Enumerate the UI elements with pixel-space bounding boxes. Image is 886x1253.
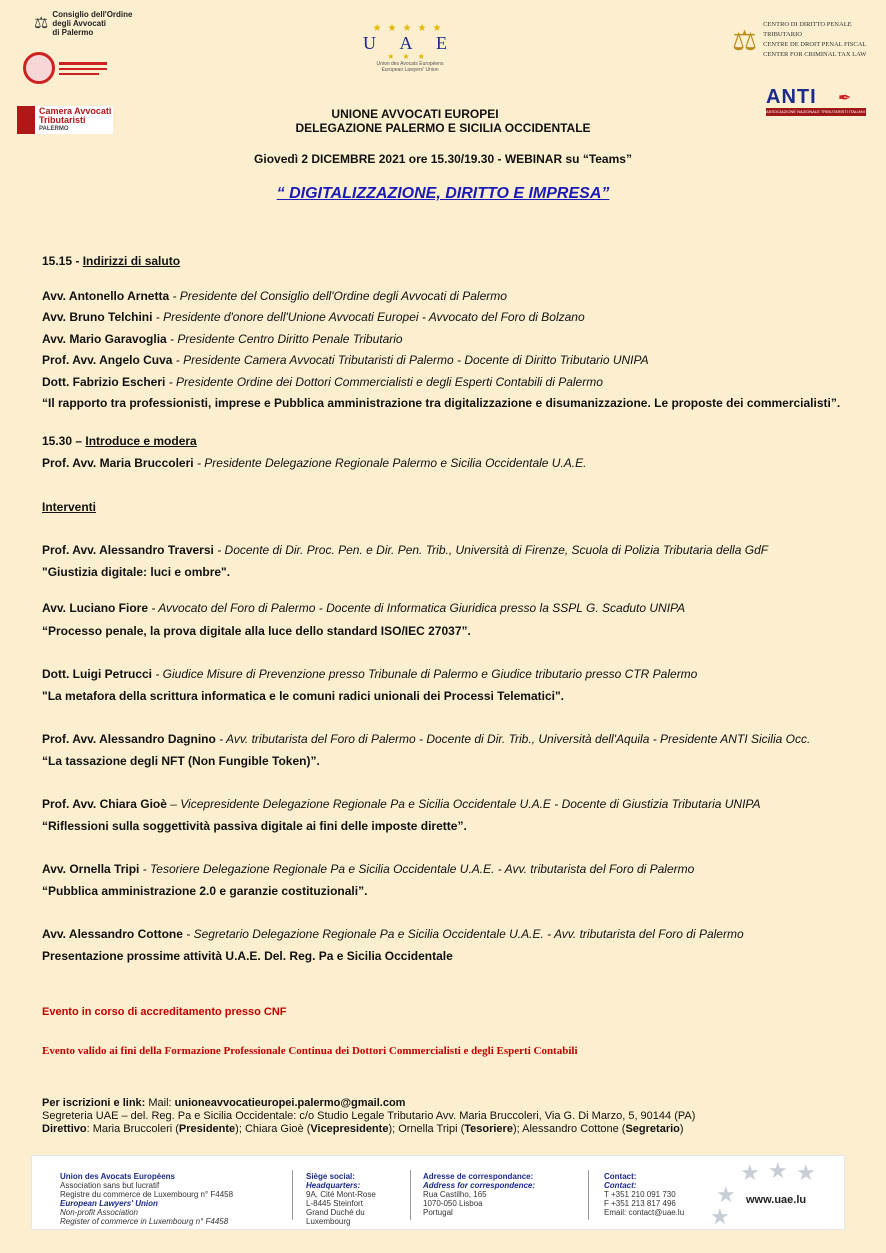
talk-title: “Processo penale, la prova digitale alla luce dello standard ISO/IEC 27037”. <box>42 624 471 638</box>
footer-divider <box>292 1170 293 1220</box>
footer-col-address <box>423 1172 535 1217</box>
member-name: ) <box>679 1123 684 1135</box>
talk-title: “La tassazione degli NFT (Non Fungible Token)”. <box>42 754 320 768</box>
footer-text: Siège social: <box>306 1172 355 1181</box>
uae-subtitle: European Lawyers' Union <box>381 67 439 73</box>
direttivo-line <box>42 1123 684 1135</box>
logo-text-line: PALERMO <box>39 126 69 132</box>
footer-text: Association sans but lucratif <box>60 1181 160 1190</box>
footer-col-seat <box>306 1172 376 1226</box>
speaker-name: Dott. Fabrizio Escheri <box>42 375 166 389</box>
footer-text: Headquarters: <box>306 1181 361 1190</box>
time-label: 15.30 – <box>42 434 86 448</box>
saluto-row <box>42 332 403 346</box>
speaker-role: - Presidente del Consiglio dell'Ordine degli Avvocati di Palermo <box>169 289 507 303</box>
speaker-role: - Docente di Dir. Proc. Pen. e Dir. Pen. Trib., Università di Firenze, Scuola di Polizia Tributaria della GdF <box>213 543 769 557</box>
speaker-row <box>42 601 685 615</box>
speaker-name: Avv. Alessandro Cottone <box>42 927 183 941</box>
moderator-row <box>42 456 586 470</box>
footer-text: L-8445 Steinfort <box>306 1199 363 1208</box>
footer-text: Luxembourg <box>306 1217 351 1226</box>
speaker-row <box>42 797 761 811</box>
logo-text-line: di Palermo <box>52 27 94 37</box>
footer-text: 9A, Cité Mont-Rose <box>306 1190 376 1199</box>
speaker-role: - Presidente Delegazione Regionale Palermo e Sicilia Occidentale U.A.E. <box>193 456 587 470</box>
footer-text: Grand Duché du <box>306 1208 365 1217</box>
speaker-name: Avv. Mario Garavoglia <box>42 332 167 346</box>
stars-icon: ★★★ <box>387 52 433 61</box>
logo-text-line: Tributaristi <box>39 115 86 125</box>
speaker-role: - Tesoriere Delegazione Regionale Pa e Sicilia Occidentale U.A.E. - Avv. tributarista del Foro di Palermo <box>139 862 695 876</box>
member-role: Tesoriere <box>464 1123 513 1135</box>
saluto-row <box>42 289 507 303</box>
footer-text: Portugal <box>423 1208 453 1217</box>
speaker-name: Avv. Bruno Telchini <box>42 310 153 324</box>
star-icon: ★ <box>716 1182 736 1207</box>
saluto-row <box>42 375 603 389</box>
speaker-row <box>42 927 744 941</box>
uae-logo <box>345 24 475 74</box>
member-role: Segretario <box>625 1123 680 1135</box>
speaker-name: Avv. Luciano Fiore <box>42 601 149 615</box>
member-name: ); Chiara Gioè ( <box>235 1123 311 1135</box>
talk-title: "La metafora della scrittura informatica e le comuni radici unionali dei Processi Telematici". <box>42 689 564 703</box>
footer-text: Email: contact@uae.lu <box>604 1208 685 1217</box>
commercialisti-notice: Evento valido ai fini della Formazione Professionale Continua dei Dottori Commercialisti e degli Esperti Contabili <box>42 1045 578 1057</box>
direttivo-label: Direttivo <box>42 1123 87 1135</box>
speaker-role: - Presidente Camera Avvocati Tributaristi di Palermo - Docente di Diritto Tributario UNIPA <box>172 353 649 367</box>
time-label: 15.15 - <box>42 254 83 268</box>
mail-label: Mail: <box>145 1097 175 1109</box>
member-name: ); Ornella Tripi ( <box>388 1123 465 1135</box>
saluto-row <box>42 353 649 367</box>
speaker-row <box>42 732 810 746</box>
speaker-row <box>42 543 768 557</box>
footer-text: Register of commerce in Luxembourg n° F4458 <box>60 1217 229 1226</box>
justice-scales-icon: ⚖ <box>732 24 758 56</box>
uae-footer-banner <box>31 1155 845 1230</box>
saluto-row <box>42 310 585 324</box>
talk-title: “Riflessioni sulla soggettività passiva digitale ai fini delle imposte dirette”. <box>42 819 467 833</box>
footer-text: F +351 213 817 496 <box>604 1199 676 1208</box>
speaker-name: Prof. Avv. Angelo Cuva <box>42 353 173 367</box>
speaker-role: - Presidente Centro Diritto Penale Tributario <box>166 332 403 346</box>
event-title: “ DIGITALIZZAZIONE, DIRITTO E IMPRESA” <box>276 185 610 202</box>
footer-text: European Lawyers' Union <box>60 1199 158 1208</box>
event-date-line: Giovedì 2 DICEMBRE 2021 ore 15.30/19.30 - WEBINAR su “Teams” <box>254 152 632 166</box>
speaker-role: - Presidente Ordine dei Dottori Commercialisti e degli Esperti Contabili di Palermo <box>165 375 603 389</box>
star-icon: ★ <box>740 1160 760 1185</box>
seal-logo <box>23 52 109 86</box>
footer-text: Address for correspondence: <box>423 1181 536 1190</box>
talk-title: "Giustizia digitale: luci e ombre". <box>42 565 231 579</box>
member-name: : Maria Bruccoleri ( <box>86 1123 179 1135</box>
footer-col-contact <box>604 1172 684 1217</box>
speaker-name: Prof. Avv. Alessandro Dagnino <box>42 732 216 746</box>
speaker-name: Prof. Avv. Alessandro Traversi <box>42 543 214 557</box>
email-link[interactable]: unioneavvocatieuropei.palermo@gmail.com <box>174 1097 406 1109</box>
talk-title: “Pubblica amministrazione 2.0 e garanzie costituzionali”. <box>42 884 368 898</box>
saluti-heading <box>42 254 180 268</box>
scales-icon: ⚖ <box>34 15 49 32</box>
speaker-name: Dott. Luigi Petrucci <box>42 667 153 681</box>
section-label: Introduce e modera <box>85 434 197 448</box>
speaker-name: Avv. Ornella Tripi <box>42 862 140 876</box>
uae-mark: U A E <box>362 33 457 53</box>
uae-subtitle: Union des Avocats Européens <box>376 61 444 67</box>
speaker-name: Prof. Avv. Chiara Gioè <box>42 797 167 811</box>
member-role: Vicepresidente <box>310 1123 389 1135</box>
footer-divider <box>588 1170 589 1220</box>
segreteria-line: Segreteria UAE – del. Reg. Pa e Sicilia Occidentale: c/o Studio Legale Tributario Avv. Maria Bruccoleri, Via G. Di Marzo, 5, 90144 (PA) <box>42 1110 696 1122</box>
ordine-avvocati-logo <box>34 10 138 36</box>
cnf-notice: Evento in corso di accreditamento presso CNF <box>42 1006 287 1018</box>
logo-text-line: Camera Avvocati <box>39 106 112 116</box>
org-heading: UNIONE AVVOCATI EUROPEI <box>331 107 499 121</box>
footer-text: Adresse de correspondance: <box>423 1172 534 1181</box>
footer-text: 1070-050 Lisboa <box>423 1199 483 1208</box>
footer-text: Union des Avocats Européens <box>60 1172 175 1181</box>
anti-subtitle: ASSOCIAZIONE NAZIONALE TRIBUTARISTI ITALIANI <box>766 109 865 114</box>
footer-text: Rua Castilho, 165 <box>423 1190 487 1199</box>
star-icon: ★ <box>796 1160 816 1185</box>
iscrizioni-line <box>42 1097 405 1109</box>
red-seal-icon <box>23 52 55 84</box>
talk-title: “Il rapporto tra professionisti, imprese e Pubblica amministrazione tra digitalizzazione e disumanizzazione. Le proposte dei commercialisti”. <box>42 396 841 410</box>
talk-title: Presentazione prossime attività U.A.E. Del. Reg. Pa e Sicilia Occidentale <box>42 949 453 963</box>
footer-text: Contact: <box>604 1172 637 1181</box>
footer-divider <box>410 1170 411 1220</box>
logo-text-line: Consiglio dell'Ordine <box>52 9 133 19</box>
logo-text-line: CENTRE DE DROIT PENAL FISCAL <box>763 41 867 48</box>
star-icon: ★ <box>768 1158 788 1183</box>
speaker-name: Prof. Avv. Maria Bruccoleri <box>42 456 194 470</box>
delegation-heading: DELEGAZIONE PALERMO E SICILIA OCCIDENTALE <box>295 121 591 135</box>
footer-text: Non-profit Association <box>60 1208 138 1217</box>
member-role: Presidente <box>178 1123 236 1135</box>
speaker-role: - Avvocato del Foro di Palermo - Docente di Informatica Giuridica presso la SSPL G. Scaduto UNIPA <box>148 601 686 615</box>
stars-icon: ★★★★★ <box>372 23 448 34</box>
modera-heading <box>42 434 197 448</box>
member-name: ); Alessandro Cottone ( <box>512 1123 626 1135</box>
speaker-role: - Segretario Delegazione Regionale Pa e Sicilia Occidentale U.A.E. - Avv. tributarista del Foro di Palermo <box>182 927 744 941</box>
footer-text: T +351 210 091 730 <box>604 1190 676 1199</box>
interventi-heading: Interventi <box>42 500 97 514</box>
section-label: Indirizzi di saluto <box>82 254 181 268</box>
star-icon: ★ <box>710 1204 730 1229</box>
cdpt-logo <box>732 12 882 68</box>
footer-text: Registre du commerce de Luxembourg n° F4458 <box>60 1190 234 1199</box>
quill-icon: ✒ <box>838 90 852 107</box>
logo-text-line: degli Avvocati <box>52 18 106 28</box>
footer-col-association <box>60 1172 233 1226</box>
iscrizioni-label: Per iscrizioni e link: <box>42 1097 146 1109</box>
speaker-row <box>42 667 697 681</box>
logo-text-line: CENTRO DI DIRITTO PENALE TRIBUTARIO <box>763 21 852 38</box>
speaker-name: Avv. Antonello Arnetta <box>42 289 170 303</box>
logo-text-line: CENTER FOR CRIMINAL TAX LAW <box>763 51 867 58</box>
anti-mark: ANTI <box>766 86 817 108</box>
speaker-role: - Presidente d'onore dell'Unione Avvocati Europei - Avvocato del Foro di Bolzano <box>152 310 585 324</box>
footer-text: Contact: <box>604 1181 637 1190</box>
speaker-role: - Giudice Misure di Prevenzione presso Tribunale di Palermo e Giudice tributario presso CTR Palermo <box>152 667 698 681</box>
speaker-role: – Vicepresidente Delegazione Regionale Pa e Sicilia Occidentale U.A.E - Docente di Giustizia Tributaria UNIPA <box>166 797 761 811</box>
speaker-role: - Avv. tributarista del Foro di Palermo - Docente di Dir. Trib., Università dell'Aquila - Presidente ANTI Sicilia Occ. <box>215 732 811 746</box>
website-link[interactable]: www.uae.lu <box>746 1194 807 1206</box>
speaker-row <box>42 862 694 876</box>
